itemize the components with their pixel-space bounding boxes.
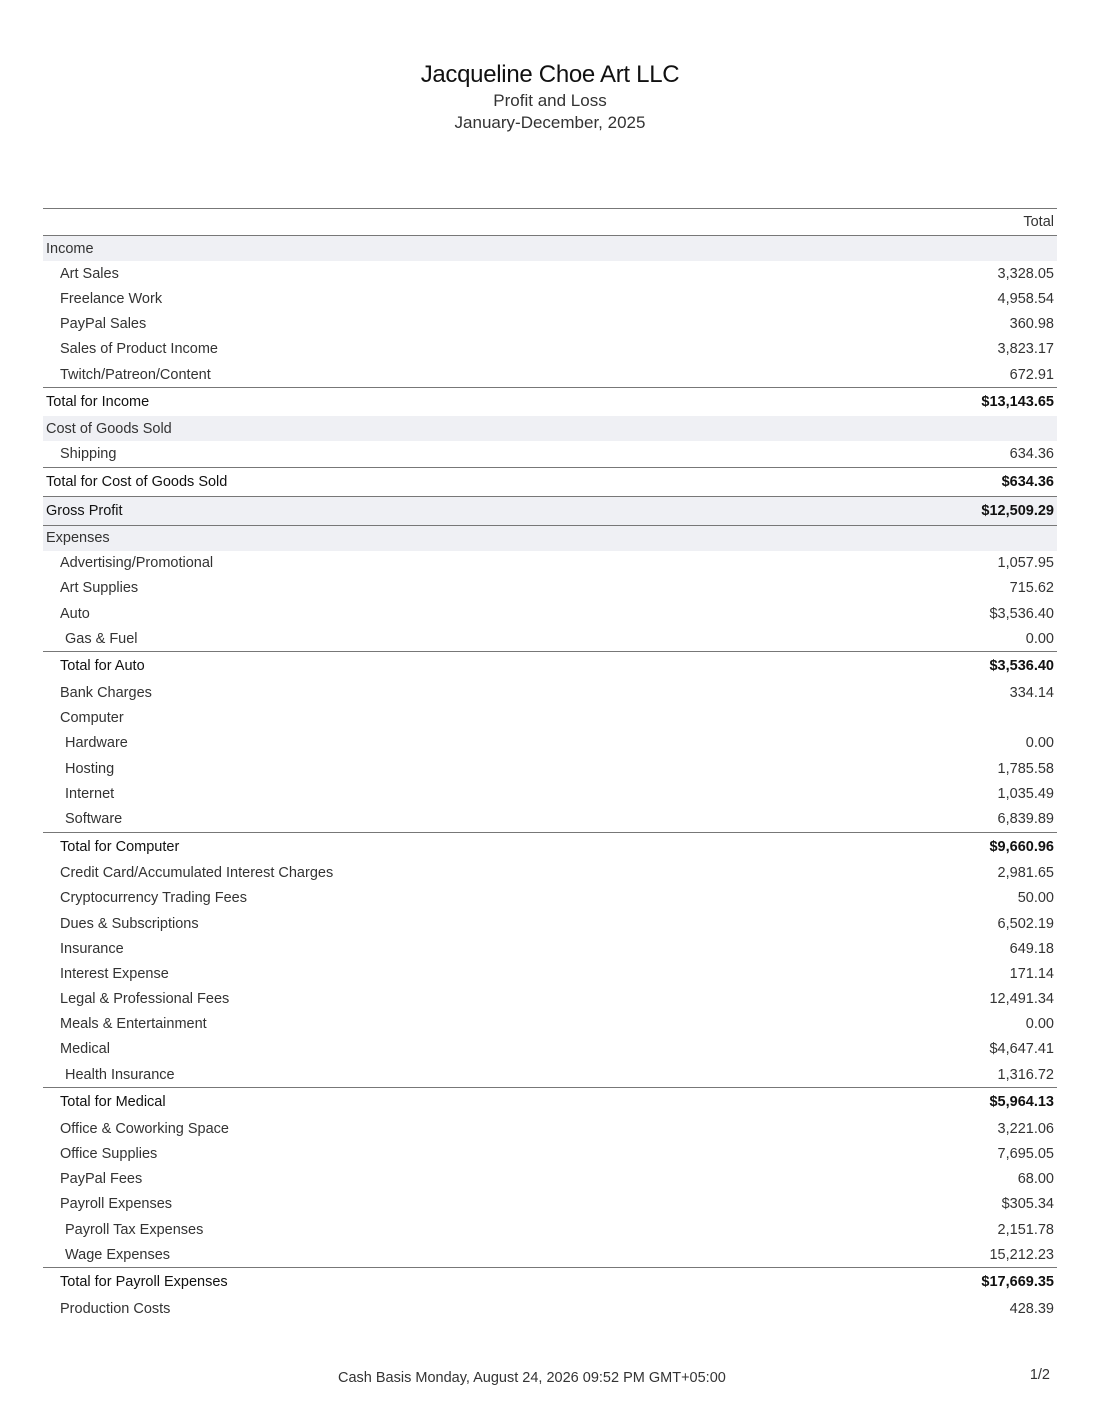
row-label: Health Insurance	[65, 1066, 175, 1083]
row-label: Office & Coworking Space	[60, 1120, 229, 1137]
row-label: Art Sales	[60, 265, 119, 282]
row-label: Computer	[60, 710, 124, 727]
table-row	[43, 1116, 1057, 1141]
profit-loss-table	[43, 208, 1057, 1322]
row-amount: 1,035.49	[997, 785, 1054, 802]
row-label: Art Supplies	[60, 580, 139, 597]
row-amount: 649.18	[1009, 940, 1054, 957]
row-label: Gross Profit	[46, 502, 123, 519]
row-amount: $12,509.29	[981, 502, 1054, 519]
row-amount: 360.98	[1009, 316, 1054, 333]
row-amount: $4,647.41	[989, 1041, 1054, 1058]
report-period: January-December, 2025	[454, 113, 646, 132]
table-row	[43, 886, 1057, 911]
row-label: Credit Card/Accumulated Interest Charges	[60, 865, 334, 882]
row-amount: $13,143.65	[981, 394, 1054, 411]
table-row	[43, 261, 1057, 286]
row-label: Production Costs	[60, 1300, 171, 1317]
row-label: Total for Income	[46, 394, 150, 411]
row-amount: 2,981.65	[997, 865, 1054, 882]
row-label: Cryptocurrency Trading Fees	[60, 890, 247, 907]
row-amount: 15,212.23	[989, 1246, 1054, 1263]
row-label: Payroll Expenses	[60, 1196, 173, 1213]
row-label: PayPal Fees	[60, 1171, 143, 1188]
row-amount: 0.00	[1025, 1016, 1054, 1033]
row-amount: 3,221.06	[997, 1120, 1054, 1137]
row-amount: 6,839.89	[997, 810, 1054, 827]
row-amount: 171.14	[1009, 965, 1054, 982]
row-amount: 7,695.05	[997, 1146, 1054, 1163]
table-row	[43, 731, 1057, 756]
row-label: Hardware	[65, 735, 128, 752]
row-label: Medical	[60, 1041, 110, 1058]
row-label: Total for Payroll Expenses	[60, 1274, 228, 1291]
total-row	[43, 1087, 1057, 1116]
row-label: Legal & Professional Fees	[60, 991, 230, 1008]
row-label: Internet	[65, 785, 115, 802]
row-label: PayPal Sales	[60, 316, 147, 333]
table-row	[43, 861, 1057, 886]
footer-basis-timestamp: Cash Basis Monday, August 24, 2026 09:52 PM GMT+05:00	[338, 1370, 726, 1386]
section-header-row	[43, 526, 1057, 551]
table-row	[43, 1167, 1057, 1192]
total-row	[43, 651, 1057, 680]
column-header-row	[43, 209, 1057, 236]
row-label: Total for Cost of Goods Sold	[46, 473, 228, 490]
row-label: Sales of Product Income	[60, 341, 218, 358]
row-label: Gas & Fuel	[65, 630, 138, 647]
table-row	[43, 1242, 1057, 1267]
table-row	[43, 1012, 1057, 1037]
row-amount: 3,328.05	[997, 265, 1054, 282]
row-label: Insurance	[60, 940, 124, 957]
gross-profit-row	[43, 496, 1057, 526]
row-amount: 0.00	[1025, 630, 1054, 647]
company-name: Jacqueline Choe Art LLC	[420, 61, 680, 88]
row-label: Twitch/Patreon/Content	[60, 366, 211, 383]
row-amount: 6,502.19	[997, 915, 1054, 932]
row-label: Total for Auto	[60, 658, 145, 675]
row-label: Freelance Work	[60, 290, 163, 307]
row-label: Software	[65, 810, 123, 827]
table-row	[43, 576, 1057, 601]
row-label: Bank Charges	[60, 685, 152, 702]
row-amount: $17,669.35	[981, 1274, 1054, 1291]
total-row	[43, 467, 1057, 496]
table-row	[43, 1037, 1057, 1062]
footer-page-number: 1/2	[1029, 1367, 1050, 1383]
section-header-row	[43, 416, 1057, 441]
row-label: Total for Computer	[60, 838, 180, 855]
row-amount: 0.00	[1025, 735, 1054, 752]
table-row	[43, 1141, 1057, 1166]
table-row	[43, 706, 1057, 731]
row-amount: $305.34	[1001, 1196, 1054, 1213]
table-row	[43, 1217, 1057, 1242]
table-row	[43, 551, 1057, 576]
table-row	[43, 1192, 1057, 1217]
row-amount: $5,964.13	[989, 1094, 1054, 1111]
table-row	[43, 806, 1057, 831]
row-amount: 68.00	[1017, 1171, 1054, 1188]
section-header-row	[43, 236, 1057, 261]
row-amount: 2,151.78	[997, 1221, 1054, 1238]
row-amount: 672.91	[1009, 366, 1054, 383]
row-amount: 1,057.95	[997, 555, 1054, 572]
total-row	[43, 1267, 1057, 1296]
row-amount: $3,536.40	[989, 605, 1054, 622]
row-amount: 334.14	[1009, 685, 1054, 702]
table-row	[43, 961, 1057, 986]
row-amount: 634.36	[1009, 445, 1054, 462]
total-row	[43, 832, 1057, 861]
row-label: Payroll Tax Expenses	[65, 1221, 204, 1238]
total-row	[43, 387, 1057, 416]
column-header-total: Total	[1023, 214, 1054, 230]
row-amount: $9,660.96	[989, 838, 1054, 855]
row-amount: $3,536.40	[989, 658, 1054, 675]
row-label: Shipping	[60, 445, 117, 462]
table-row	[43, 286, 1057, 311]
row-label: Hosting	[65, 760, 115, 777]
row-amount: 1,316.72	[997, 1066, 1054, 1083]
table-row	[43, 441, 1057, 466]
row-amount: 428.39	[1009, 1300, 1054, 1317]
row-label: Meals & Entertainment	[60, 1016, 207, 1033]
row-label: Dues & Subscriptions	[60, 915, 199, 932]
row-amount: 50.00	[1017, 890, 1054, 907]
row-label: Interest Expense	[60, 965, 169, 982]
row-amount: 3,823.17	[997, 341, 1054, 358]
row-amount: $634.36	[1001, 473, 1054, 490]
row-amount: 715.62	[1009, 580, 1054, 597]
table-row	[43, 601, 1057, 626]
table-row	[43, 626, 1057, 651]
table-row	[43, 1296, 1057, 1321]
table-row	[43, 680, 1057, 705]
row-label: Auto	[60, 605, 90, 622]
table-row	[43, 911, 1057, 936]
row-amount: 12,491.34	[989, 991, 1054, 1008]
row-label: Total for Medical	[60, 1094, 166, 1111]
row-amount: 1,785.58	[997, 760, 1054, 777]
row-label: Cost of Goods Sold	[46, 420, 172, 437]
table-row	[43, 781, 1057, 806]
table-row	[43, 337, 1057, 362]
row-amount: 4,958.54	[997, 290, 1054, 307]
table-row	[43, 1062, 1057, 1087]
report-header	[0, 60, 1100, 134]
table-row	[43, 936, 1057, 961]
row-label: Expenses	[46, 530, 110, 547]
row-label: Income	[46, 240, 94, 257]
table-row	[43, 312, 1057, 337]
row-label: Advertising/Promotional	[60, 555, 214, 572]
table-row	[43, 362, 1057, 387]
table-row	[43, 756, 1057, 781]
report-name: Profit and Loss	[493, 91, 607, 110]
row-label: Wage Expenses	[65, 1246, 171, 1263]
table-row	[43, 987, 1057, 1012]
row-label: Office Supplies	[60, 1146, 158, 1163]
